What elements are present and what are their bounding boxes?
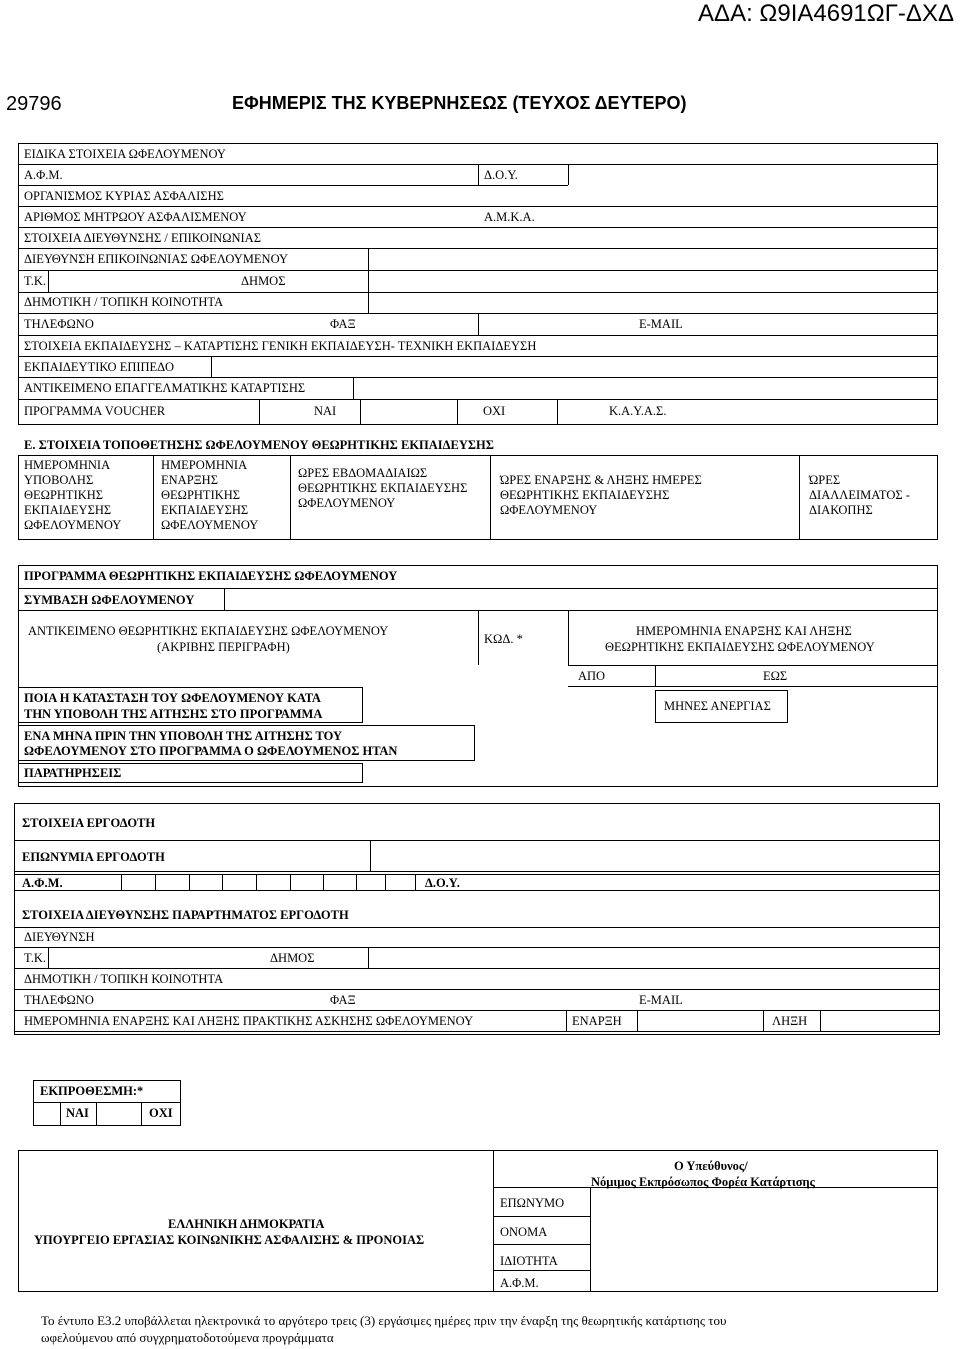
status-question-line1: ΠΟΙΑ Η ΚΑΤΑΣΤΑΣΗ ΤΟΥ ΩΦΕΛΟΥΜΕΝΟΥ ΚΑΤΑ: [24, 691, 321, 705]
practice-dates-label: ΗΜΕΡΟΜΗΝΙΑ ΕΝΑΡΞΗΣ ΚΑΙ ΛΗΞΗΣ ΠΡΑΚΤΙΚΗΣ ΑΣΚΗΣΗΣ ΩΦΕΛΟΥΜΕΝΟΥ: [24, 1014, 474, 1028]
beneficiary-title: ΕΙΔΙΚΑ ΣΤΟΙΧΕΙΑ ΩΦΕΛΟΥΜΕΝΟΥ: [24, 147, 226, 161]
employer-title: ΣΤΟΙΧΕΙΑ ΕΡΓΟΔΟΤΗ: [22, 816, 156, 830]
remarks-label: ΠΑΡΑΤΗΡΗΣΕΙΣ: [24, 766, 122, 780]
subject-note: (ΑΚΡΙΒΗΣ ΠΕΡΙΓΡΑΦΗ): [157, 640, 290, 654]
page-number: 29796: [6, 93, 62, 115]
legal-rep-label: Νόμιμος Εκπρόσωπος Φορέα Κατάρτισης: [591, 1175, 815, 1189]
practice-end-label: ΛΗΞΗ: [772, 1014, 808, 1028]
col-break-hours: ΏΡΕΣ ΔΙΑΛΛΕΙΜΑΤΟΣ - ΔΙΑΚΟΠΗΣ: [809, 473, 910, 517]
footnote-line2: ωφελούμενου από συγχρηματοδοτούμενα προγράμματα: [41, 1330, 334, 1345]
program-title: ΠΡΟΓΡΑΜΜΑ ΘΕΩΡΗΤΙΚΗΣ ΕΚΠΑΙΔΕΥΣΗΣ ΩΦΕΛΟΥΜΕΝΟΥ: [24, 569, 398, 583]
name-label: ΟΝΟΜΑ: [500, 1225, 548, 1239]
ada-code: ΑΔΑ: Ω9ΙΑ4691ΩΓ-ΔΧΔ: [698, 0, 954, 27]
branch-fax-label: ΦΑΞ: [330, 993, 356, 1007]
contact-address-label: ΔΙΕΥΘΥΝΣΗ ΕΠΙΚΟΙΝΩΝΙΑΣ ΩΦΕΛΟΥΜΕΝΟΥ: [24, 252, 289, 266]
phone-label: ΤΗΛΕΦΩΝΟ: [24, 317, 94, 331]
signature-box: [18, 1150, 938, 1292]
branch-title: ΣΤΟΙΧΕΙΑ ΔΙΕΥΘΥΝΣΗΣ ΠΑΡΑΡΤΗΜΑΤΟΣ ΕΡΓΟΔΟΤΗ: [22, 908, 349, 922]
edu-level-label: ΕΚΠΑΙΔΕΥΤΙΚΟ ΕΠΙΠΕΔΟ: [24, 360, 175, 374]
code-label: ΚΩΔ. *: [484, 632, 523, 646]
insured-reg-label: ΑΡΙΘΜΟΣ ΜΗΤΡΩΟΥ ΑΣΦΑΛΙΣΜΕΝΟΥ: [24, 210, 247, 224]
voucher-no-option[interactable]: ΟΧΙ: [483, 404, 506, 418]
municipality-label: ΔΗΜΟΣ: [241, 274, 286, 288]
branch-community-label: ΔΗΜΟΤΙΚΗ / ΤΟΠΙΚΗ ΚΟΙΝΟΤΗΤΑ: [24, 972, 224, 986]
col-start-date: ΗΜΕΡΟΜΗΝΙΑ ΕΝΑΡΞΗΣ ΘΕΩΡΗΤΙΚΗΣ ΕΚΠΑΙΔΕΥΣΗΣ ΩΦΕΛΟΥΜΕΝΟΥ: [161, 458, 259, 532]
vocational-subject-label: ΑΝΤΙΚΕΙΜΕΝΟ ΕΠΑΓΓΕΛΜΑΤΙΚΗΣ ΚΑΤΑΡΤΙΣΗΣ: [24, 381, 306, 395]
branch-municipality-label: ΔΗΜΟΣ: [270, 951, 315, 965]
contract-label: ΣΥΜΒΑΣΗ ΩΦΕΛΟΥΜΕΝΟΥ: [24, 593, 195, 607]
tk-label: Τ.Κ.: [24, 274, 46, 288]
surname-label: ΕΠΩΝΥΜΟ: [500, 1196, 565, 1210]
deadline-title: ΕΚΠΡΟΘΕΣΜΗ:*: [40, 1084, 144, 1098]
email-label: E-MAIL: [639, 317, 683, 331]
practice-start-label: ΕΝΑΡΞΗ: [572, 1014, 622, 1028]
months-unemployed-label: ΜΗΝΕΣ ΑΝΕΡΓΙΑΣ: [664, 699, 771, 713]
employer-afm-row: [14, 874, 940, 891]
capacity-label: ΙΔΙΟΤΗΤΑ: [500, 1254, 558, 1268]
doy-label: Δ.Ο.Υ.: [484, 168, 518, 182]
month-before-line1: ΕΝΑ ΜΗΝΑ ΠΡΙΝ ΤΗΝ ΥΠΟΒΟΛΗ ΤΗΣ ΑΙΤΗΣΗΣ ΤΟΥ: [24, 729, 343, 743]
branch-tk-label: Τ.Κ.: [24, 951, 46, 965]
branch-email-label: E-MAIL: [639, 993, 683, 1007]
branch-phone-label: ΤΗΛΕΦΩΝΟ: [24, 993, 94, 1007]
col-submission-date: ΗΜΕΡΟΜΗΝΙΑ ΥΠΟΒΟΛΗΣ ΘΕΩΡΗΤΙΚΗΣ ΕΚΠΑΙΔΕΥΣΗΣ ΩΦΕΛΟΥΜΕΝΟΥ: [24, 458, 122, 532]
responsible-label: Ο Υπεύθυνος/: [674, 1159, 748, 1173]
voucher-label: ΠΡΟΓΡΑΜΜΑ VOUCHER: [24, 404, 166, 418]
placement-title: Ε. ΣΤΟΙΧΕΙΑ ΤΟΠΟΘΕΤΗΣΗΣ ΩΦΕΛΟΥΜΕΝΟΥ ΘΕΩΡΗΤΙΚΗΣ ΕΚΠΑΙΔΕΥΣΗΣ: [24, 438, 494, 452]
fax-label: ΦΑΞ: [330, 317, 356, 331]
dates-label: ΗΜΕΡΟΜΗΝΙΑ ΕΝΑΡΞΗΣ ΚΑΙ ΛΗΞΗΣ: [636, 624, 852, 638]
employer-afm-label: Α.Φ.Μ.: [22, 876, 63, 890]
voucher-yes-option[interactable]: ΝΑΙ: [314, 404, 337, 418]
deadline-yes-option[interactable]: ΝΑΙ: [66, 1106, 89, 1120]
afm-label: Α.Φ.Μ.: [24, 168, 63, 182]
col-start-end-hours: ΏΡΕΣ ΕΝΑΡΞΗΣ & ΛΗΞΗΣ ΗΜΕΡΕΣ ΘΕΩΡΗΤΙΚΗΣ ΕΚΠΑΙΔΕΥΣΗΣ ΩΦΕΛΟΥΜΕΝΟΥ: [500, 473, 702, 517]
employer-name-label: ΕΠΩΝΥΜΙΑ ΕΡΓΟΔΟΤΗ: [22, 850, 165, 864]
address-section-title: ΣΤΟΙΧΕΙΑ ΔΙΕΥΘΥΝΣΗΣ / ΕΠΙΚΟΙΝΩΝΙΑΣ: [24, 231, 261, 245]
branch-address-label: ΔΙΕΥΘΥΝΣΗ: [24, 930, 95, 944]
signature-afm-label: Α.Φ.Μ.: [500, 1276, 539, 1290]
amka-label: Α.Μ.Κ.Α.: [484, 210, 535, 224]
dates-label-2: ΘΕΩΡΗΤΙΚΗΣ ΕΚΠΑΙΔΕΥΣΗΣ ΩΦΕΛΟΥΜΕΝΟΥ: [605, 640, 875, 654]
to-label: ΕΩΣ: [763, 669, 788, 683]
ministry-label: ΥΠΟΥΡΓΕΙΟ ΕΡΓΑΣΙΑΣ ΚΟΙΝΩΝΙΚΗΣ ΑΣΦΑΛΙΣΗΣ & ΠΡΟΝΟΙΑΣ: [34, 1233, 425, 1247]
community-label: ΔΗΜΟΤΙΚΗ / ΤΟΠΙΚΗ ΚΟΙΝΟΤΗΤΑ: [24, 295, 224, 309]
status-question-line2: ΤΗΝ ΥΠΟΒΟΛΗ ΤΗΣ ΑΙΤΗΣΗΣ ΣΤΟ ΠΡΟΓΡΑΜΜΑ: [24, 707, 323, 721]
kayas-label: Κ.Α.Υ.Α.Σ.: [609, 404, 667, 418]
republic-label: ΕΛΛΗΝΙΚΗ ΔΗΜΟΚΡΑΤΙΑ: [168, 1217, 325, 1231]
from-label: ΑΠΟ: [578, 669, 606, 683]
education-section-title: ΣΤΟΙΧΕΙΑ ΕΚΠΑΙΔΕΥΣΗΣ – ΚΑΤΑΡΤΙΣΗΣ ΓΕΝΙΚΗ ΕΚΠΑΙΔΕΥΣΗ- ΤΕΧΝΙΚΗ ΕΚΠΑΙΔΕΥΣΗ: [24, 339, 537, 353]
col-weekly-hours: ΩΡΕΣ ΕΒΔΟΜΑΔΙΑΙΩΣ ΘΕΩΡΗΤΙΚΗΣ ΕΚΠΑΙΔΕΥΣΗΣ ΩΦΕΛΟΥΜΕΝΟΥ: [298, 466, 468, 510]
employer-doy-label: Δ.Ο.Υ.: [425, 876, 460, 890]
subject-label: ΑΝΤΙΚΕΙΜΕΝΟ ΘΕΩΡΗΤΙΚΗΣ ΕΚΠΑΙΔΕΥΣΗΣ ΩΦΕΛΟΥΜΕΝΟΥ: [28, 624, 389, 638]
month-before-line2: ΩΦΕΛΟΥΜΕΝΟΥ ΣΤΟ ΠΡΟΓΡΑΜΜΑ Ο ΩΦΕΛΟΥΜΕΝΟΣ ΗΤΑΝ: [24, 744, 398, 758]
gazette-title: ΕΦΗΜΕΡΙΣ ΤΗΣ ΚΥΒΕΡΝΗΣΕΩΣ (ΤΕΥΧΟΣ ΔΕΥΤΕΡΟ): [232, 93, 687, 113]
footnote-line1: Το έντυπο Ε3.2 υποβάλλεται ηλεκτρονικά το αργότερο τρεις (3) εργάσιμες ημέρες πριν την έναρξη της θεωρητικής κατάρτισης του: [41, 1313, 727, 1328]
deadline-no-option[interactable]: ΟΧΙ: [149, 1106, 173, 1120]
insurance-org-label: ΟΡΓΑΝΙΣΜΟΣ ΚΥΡΙΑΣ ΑΣΦΑΛΙΣΗΣ: [24, 189, 224, 203]
